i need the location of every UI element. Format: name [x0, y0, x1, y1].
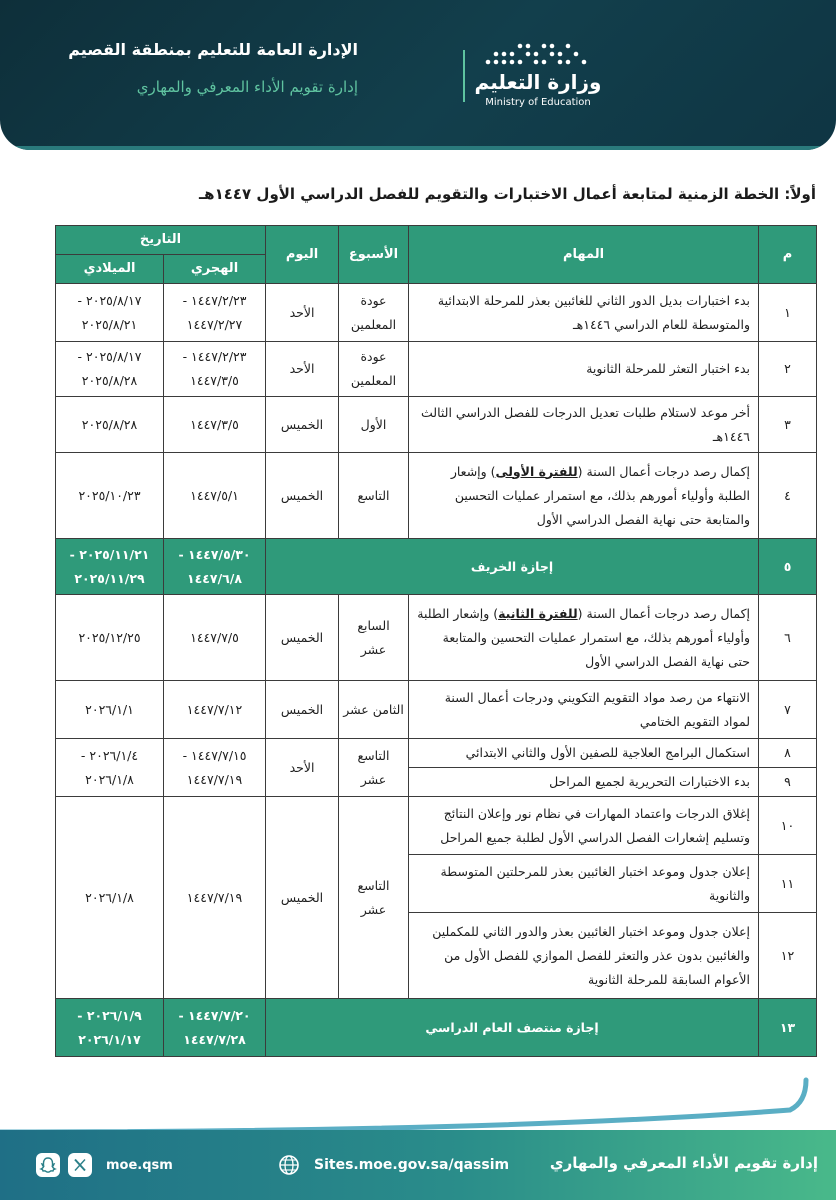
- period-label: للفترة الأولى: [495, 463, 578, 479]
- row-task: إعلان جدول وموعد اختبار الغائبين بعذر للمرحلتين المتوسطة والثانوية: [409, 855, 759, 913]
- row-week: التاسع عشر: [339, 797, 409, 999]
- row-task: إجازة الخريف: [266, 539, 759, 595]
- task-text-end: ) وإشعار الطلبة وأولياء أمورهم بذلك، مع استمرار عمليات التحسين والمتابعة حتى نهاية الفصل الدراسي الأول: [450, 463, 751, 527]
- row-num: ٤: [759, 453, 817, 539]
- footer-social: [36, 1150, 173, 1180]
- row-hijri: ١٤٤٧/٧/١٢: [164, 681, 266, 739]
- page-header: [0, 0, 836, 150]
- header-num: م: [759, 226, 817, 284]
- row-week: الثامن عشر: [339, 681, 409, 739]
- table-row: [56, 453, 817, 539]
- header-date: التاريخ: [56, 226, 266, 255]
- table-row: [56, 797, 817, 855]
- row-num: ٦: [759, 595, 817, 681]
- row-gregorian: ٢٠٢٥/٨/١٧ - ٢٠٢٥/٨/٢١: [56, 284, 164, 342]
- header-task: المهام: [409, 226, 759, 284]
- x-icon[interactable]: [68, 1153, 92, 1177]
- row-hijri: ١٤٤٧/٢/٢٣ - ١٤٤٧/٣/٥: [164, 342, 266, 397]
- logo-english-text: Ministry of Education: [485, 97, 591, 108]
- row-num: ٨: [759, 739, 817, 768]
- globe-icon: [278, 1154, 300, 1176]
- row-gregorian: ٢٠٢٦/١/٤ - ٢٠٢٦/١/٨: [56, 739, 164, 797]
- row-gregorian: ٢٠٢٥/١٠/٢٣: [56, 453, 164, 539]
- row-task: بدء اختبار التعثر للمرحلة الثانوية: [409, 342, 759, 397]
- row-week: عودة المعلمين: [339, 284, 409, 342]
- row-task: [409, 453, 759, 539]
- page-footer: [0, 1130, 836, 1200]
- footer-brand: إدارة تقويم الأداء المعرفي والمهاري: [549, 1154, 818, 1172]
- row-day: الخميس: [266, 681, 339, 739]
- website-url: Sites.moe.gov.sa/qassim: [314, 1157, 510, 1173]
- row-hijri: ١٤٤٧/٧/١٥ - ١٤٤٧/٧/١٩: [164, 739, 266, 797]
- section-title: أولاً: الخطة الزمنية لمتابعة أعمال الاختبارات والتقويم للفصل الدراسي الأول ١٤٤٧هـ: [199, 185, 816, 203]
- row-hijri: ١٤٤٧/٢/٢٣ - ١٤٤٧/٢/٢٧: [164, 284, 266, 342]
- table-row: [56, 284, 817, 342]
- row-day: الخميس: [266, 797, 339, 999]
- row-day: الخميس: [266, 595, 339, 681]
- table-row: [56, 397, 817, 453]
- row-num: ١٢: [759, 913, 817, 999]
- row-task: أخر موعد لاستلام طلبات تعديل الدرجات للفصل الدراسي الثالث ١٤٤٦هـ: [409, 397, 759, 453]
- row-gregorian: ٢٠٢٥/٨/١٧ - ٢٠٢٥/٨/٢٨: [56, 342, 164, 397]
- table-row: [56, 739, 817, 768]
- row-day: الخميس: [266, 397, 339, 453]
- header-hijri: الهجري: [164, 255, 266, 284]
- ministry-of-education-logo: [474, 40, 602, 112]
- row-day: الخميس: [266, 453, 339, 539]
- row-task: إعلان جدول وموعد اختبار الغائبين بعذر والدور الثاني للمكملين والغائبين بدون عذر والتعثر للفصل الموازي للفصل الأول من الأعوام السابقة للمرحلة الثانوية: [409, 913, 759, 999]
- row-num: ١٣: [759, 999, 817, 1057]
- row-week: التاسع: [339, 453, 409, 539]
- header-day: اليوم: [266, 226, 339, 284]
- row-num: ١٠: [759, 797, 817, 855]
- row-gregorian: ٢٠٢٥/٨/٢٨: [56, 397, 164, 453]
- row-gregorian: ٢٠٢٥/١١/٢١ - ٢٠٢٥/١١/٢٩: [56, 539, 164, 595]
- row-gregorian: ٢٠٢٥/١٢/٢٥: [56, 595, 164, 681]
- period-label: للفترة الثانية: [498, 605, 578, 621]
- header-gregorian: الميلادي: [56, 255, 164, 284]
- logo-arabic-text: وزارة التعليم: [474, 70, 602, 94]
- task-text-end: ) وإشعار الطلبة وأولياء أمورهم بذلك، مع استمرار عمليات التحسين والمتابعة حتى نهاية الفصل الدراسي الأول: [417, 605, 751, 669]
- social-handle[interactable]: moe.qsm: [106, 1157, 173, 1173]
- row-week: عودة المعلمين: [339, 342, 409, 397]
- org-name: الإدارة العامة للتعليم بمنطقة القصيم: [68, 40, 358, 59]
- row-gregorian: ٢٠٢٦/١/٨: [56, 797, 164, 999]
- table-row: [56, 342, 817, 397]
- row-task: استكمال البرامج العلاجية للصفين الأول والثاني الابتدائي: [409, 739, 759, 768]
- footer-website-link[interactable]: [278, 1152, 509, 1178]
- row-week: الأول: [339, 397, 409, 453]
- task-text-start: إكمال رصد درجات أعمال السنة (: [577, 463, 751, 479]
- row-hijri: ١٤٤٧/٧/١٩: [164, 797, 266, 999]
- header-divider: [463, 50, 465, 102]
- table-row: [56, 681, 817, 739]
- row-task: إغلاق الدرجات واعتماد المهارات في نظام نور وإعلان النتائج وتسليم إشعارات الفصل الدراسي الأول لطلبة جميع المراحل: [409, 797, 759, 855]
- row-day: الأحد: [266, 739, 339, 797]
- row-hijri: ١٤٤٧/٥/١: [164, 453, 266, 539]
- schedule-table: [55, 225, 817, 1057]
- row-gregorian: ٢٠٢٦/١/٩ - ٢٠٢٦/١/١٧: [56, 999, 164, 1057]
- row-num: ٥: [759, 539, 817, 595]
- row-num: ١١: [759, 855, 817, 913]
- department-name: إدارة تقويم الأداء المعرفي والمهاري: [136, 78, 358, 96]
- row-num: ٣: [759, 397, 817, 453]
- header-week: الأسبوع: [339, 226, 409, 284]
- row-hijri: ١٤٤٧/٧/٥: [164, 595, 266, 681]
- row-num: ١: [759, 284, 817, 342]
- task-text-start: إكمال رصد درجات أعمال السنة (: [577, 605, 751, 621]
- row-hijri: ١٤٤٧/٥/٣٠ - ١٤٤٧/٦/٨: [164, 539, 266, 595]
- table-header-row: [56, 226, 817, 255]
- snapchat-icon[interactable]: [36, 1153, 60, 1177]
- row-num: ٩: [759, 768, 817, 797]
- row-day: الأحد: [266, 342, 339, 397]
- row-week: السابع عشر: [339, 595, 409, 681]
- row-gregorian: ٢٠٢٦/١/١: [56, 681, 164, 739]
- row-week: التاسع عشر: [339, 739, 409, 797]
- row-num: ٧: [759, 681, 817, 739]
- row-num: ٢: [759, 342, 817, 397]
- row-task: الانتهاء من رصد مواد التقويم التكويني ودرجات أعمال السنة لمواد التقويم الختامي: [409, 681, 759, 739]
- row-task: [409, 595, 759, 681]
- row-day: الأحد: [266, 284, 339, 342]
- row-hijri: ١٤٤٧/٧/٢٠ - ١٤٤٧/٧/٢٨: [164, 999, 266, 1057]
- row-task: إجازة منتصف العام الدراسي: [266, 999, 759, 1057]
- table-row: [56, 595, 817, 681]
- holiday-row: [56, 539, 817, 595]
- row-hijri: ١٤٤٧/٣/٥: [164, 397, 266, 453]
- row-task: بدء اختبارات بديل الدور الثاني للغائبين بعذر للمرحلة الابتدائية والمتوسطة للعام الدراسي ١٤٤٦هـ: [409, 284, 759, 342]
- row-task: بدء الاختبارات التحريرية لجميع المراحل: [409, 768, 759, 797]
- decorative-curve: [0, 1040, 836, 1140]
- logo-dots-icon: [480, 40, 596, 70]
